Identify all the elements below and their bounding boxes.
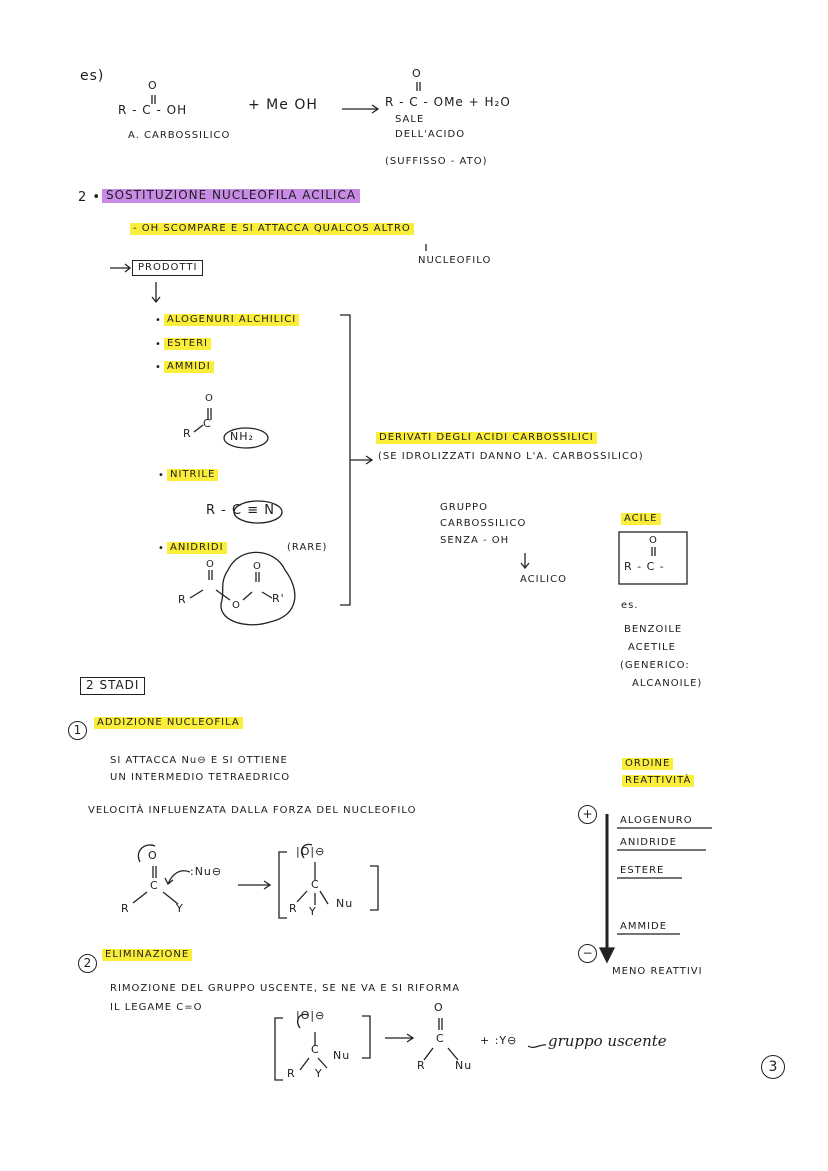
esteri-label: ESTERI: [164, 338, 211, 350]
nitrile-label: NITRILE: [167, 469, 218, 481]
anhydride-r: R: [178, 593, 187, 606]
nucleofilo-label: NUCLEOFILO: [418, 255, 492, 266]
anhydride-o2: O: [253, 561, 262, 572]
gruppo-l2: CARBOSSILICO: [440, 518, 527, 529]
bullet-esteri: •: [155, 339, 162, 350]
section-line: - OH SCOMPARE E SI ATTACCA QUALCOS ALTRO: [130, 223, 414, 235]
acile-o: O: [649, 535, 658, 546]
nitrile-formula: R - C ≡ N: [206, 503, 275, 518]
stage2-title: ELIMINAZIONE: [102, 949, 192, 961]
bullet-ammidi: •: [155, 362, 162, 373]
stage1-title: ADDIZIONE NUCLEOFILA: [94, 717, 243, 729]
mech1b-r: R: [289, 902, 298, 915]
anidridi-label: ANIDRIDI: [167, 542, 227, 554]
anhydride-o-bridge: O: [232, 600, 241, 611]
section-title: SOSTITUZIONE NUCLEOFILA ACILICA: [102, 189, 360, 203]
order-title1: ORDINE: [622, 758, 673, 770]
velocita-text: VELOCITÀ INFLUENZATA DALLA FORZA DEL NUCLEOFILO: [88, 805, 417, 816]
ester-o: O: [412, 67, 422, 80]
mech1b-nu: Nu: [336, 897, 354, 910]
anhydride-r2: R': [272, 592, 285, 605]
acid-o: O: [148, 79, 158, 92]
amide-c: C: [203, 417, 212, 430]
stage2-number: 2: [78, 954, 97, 973]
example-label: es): [80, 68, 105, 84]
mech2-y: Y: [315, 1067, 323, 1080]
mech1-r: R: [121, 902, 130, 915]
mech1-c: C: [150, 879, 159, 892]
amide-o: O: [205, 393, 214, 404]
mech1-nu: :Nu⊖: [190, 865, 223, 878]
acid-formula: R - C - OH: [118, 103, 188, 117]
mech2b-c: C: [436, 1032, 445, 1045]
acile-ex4: ALCANOILE): [632, 678, 703, 689]
acile-ex1: BENZOILE: [624, 624, 683, 635]
acile-es: es.: [621, 600, 639, 611]
mech1-o: O: [148, 849, 158, 862]
stadi-box: 2 STADI: [80, 677, 145, 695]
prodotti-box: PRODOTTI: [132, 260, 203, 276]
mech2-nu: Nu: [333, 1049, 351, 1062]
mech1-y: Y: [176, 902, 184, 915]
alogenuri-label: ALOGENURI ALCHILICI: [164, 314, 299, 326]
mech2b-nu: Nu: [455, 1059, 473, 1072]
amide-r: R: [183, 427, 192, 440]
gruppo-l1: GRUPPO: [440, 502, 488, 513]
mech1b-o: |O|⊖: [296, 845, 326, 858]
gruppo-uscente: gruppo uscente: [548, 1032, 667, 1050]
mech2-r: R: [287, 1067, 296, 1080]
sale-caption-2: DELL'ACIDO: [395, 129, 466, 140]
sale-caption: SALE: [395, 114, 425, 125]
mech1b-c: C: [311, 878, 320, 891]
section-number: 2 •: [78, 190, 102, 205]
suffix-caption: (SUFFISSO - ATO): [385, 156, 488, 167]
mech2b-r: R: [417, 1059, 426, 1072]
stage1-number: 1: [68, 721, 87, 740]
order-item-3: AMMIDE: [620, 921, 668, 932]
amide-nh2: NH₂: [230, 430, 254, 443]
mech1b-y: Y: [309, 905, 317, 918]
product-formula: R - C - OMe + H₂O: [385, 95, 511, 109]
bullet-nitrile: •: [158, 470, 165, 481]
acid-caption: A. CARBOSSILICO: [128, 130, 231, 141]
acile-title: ACILE: [621, 513, 661, 525]
order-bottom: MENO REATTIVI: [612, 966, 703, 977]
derivati-title: DERIVATI DEGLI ACIDI CARBOSSILICI: [376, 432, 597, 444]
page-number: 3: [761, 1055, 785, 1079]
derivati-sub: (SE IDROLIZZATI DANNO L'A. CARBOSSILICO): [378, 451, 644, 462]
order-title2: REATTIVITÀ: [622, 775, 694, 787]
order-item-1: ANIDRIDE: [620, 837, 677, 848]
rare-label: (RARE): [287, 542, 328, 553]
anhydride-o1: O: [206, 559, 215, 570]
methanol: + Me OH: [248, 97, 318, 113]
acile-ex2: ACETILE: [628, 642, 676, 653]
bullet-anidridi: •: [158, 543, 165, 554]
leaving-group: + :Y⊖: [480, 1034, 518, 1047]
ammidi-label: AMMIDI: [164, 361, 214, 373]
mech2b-o: O: [434, 1001, 444, 1014]
stage1-desc1: SI ATTACCA Nu⊖ E SI OTTIENE: [110, 755, 288, 766]
acilico-label: ACILICO: [520, 574, 567, 585]
gruppo-l3: SENZA - OH: [440, 535, 510, 546]
order-plus: +: [578, 805, 597, 824]
order-item-2: ESTERE: [620, 865, 665, 876]
stage1-desc2: UN INTERMEDIO TETRAEDRICO: [110, 772, 291, 783]
order-minus: −: [578, 944, 597, 963]
mech2-c: C: [311, 1043, 320, 1056]
stage2-desc2: IL LEGAME C=O: [110, 1002, 203, 1013]
mech2-o: |O|⊖: [296, 1009, 326, 1022]
stage2-desc1: RIMOZIONE DEL GRUPPO USCENTE, SE NE VA E SI RIFORMA: [110, 983, 461, 994]
acile-ex3: (GENERICO:: [620, 660, 690, 671]
order-item-0: ALOGENURO: [620, 815, 693, 826]
acile-formula: R - C -: [624, 560, 665, 573]
bullet-alogenuri: •: [155, 315, 162, 326]
